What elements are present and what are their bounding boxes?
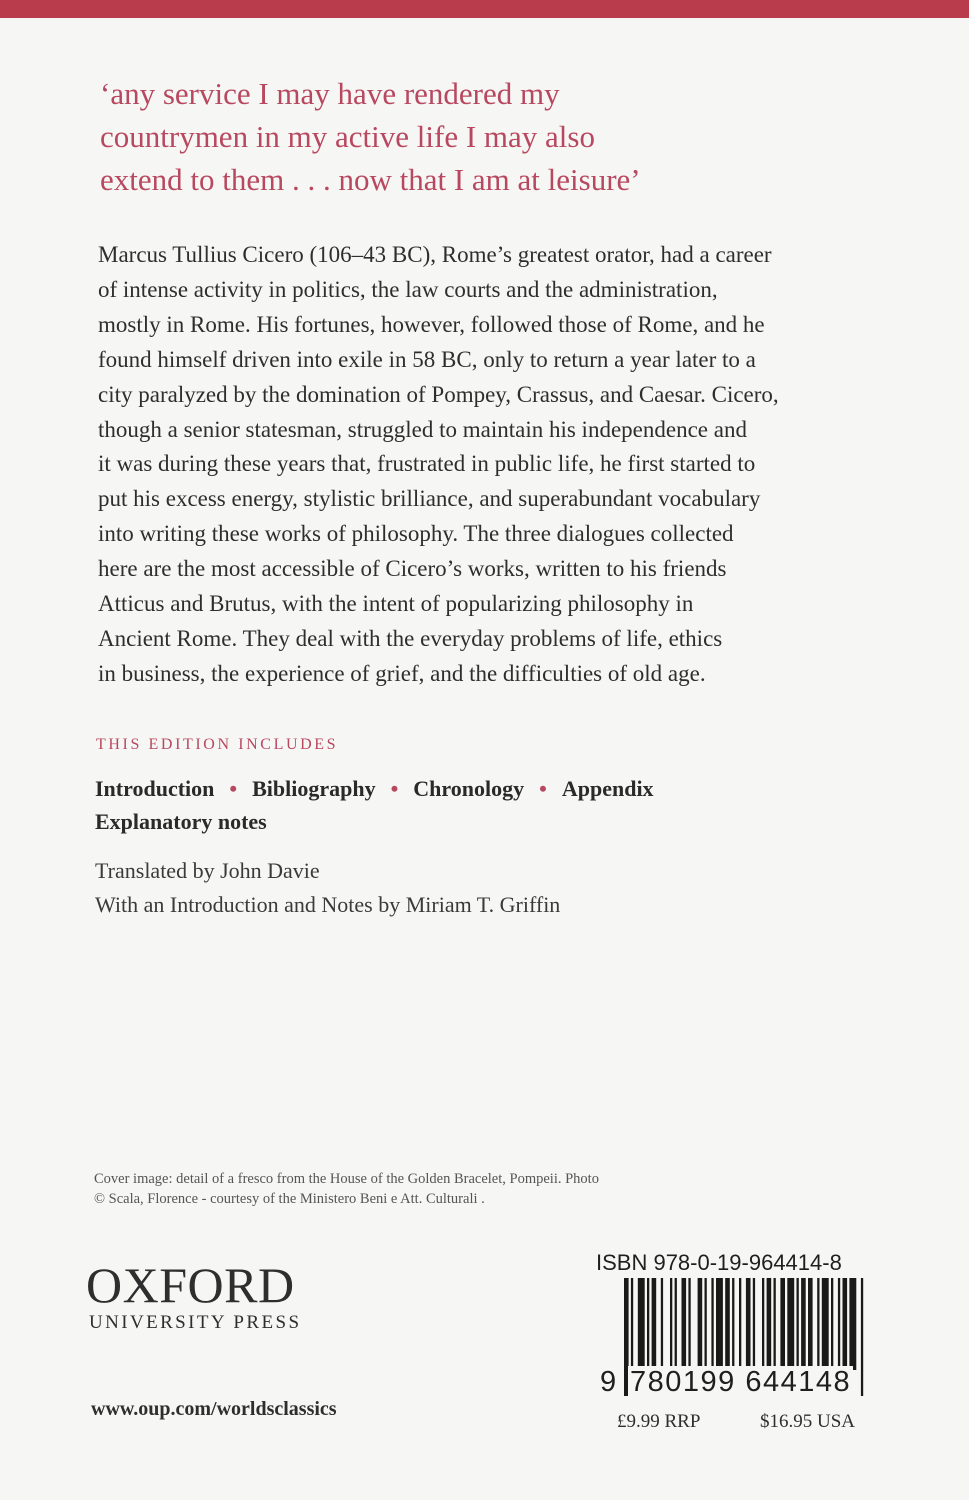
blurb-line: Ancient Rome. They deal with the everyday problems of life, ethics bbox=[98, 625, 723, 651]
barcode-bar bbox=[638, 1278, 645, 1370]
cover-credit-line: Cover image: detail of a fresco from the House of the Golden Bracelet, Pompeii. Photo bbox=[94, 1171, 599, 1187]
barcode-bar bbox=[817, 1278, 819, 1370]
barcode-bar bbox=[716, 1278, 723, 1370]
blurb-line: into writing these works of philosophy. The three dialogues collected bbox=[98, 521, 734, 547]
pull-quote bbox=[100, 72, 900, 201]
include-item: Bibliography bbox=[252, 776, 376, 801]
barcode-bar bbox=[801, 1278, 806, 1370]
include-item: Explanatory notes bbox=[95, 809, 267, 834]
barcode-bar bbox=[661, 1278, 663, 1370]
publisher-url: www.oup.com/worldsclassics bbox=[91, 1398, 337, 1420]
barcode-bar bbox=[688, 1278, 690, 1370]
barcode-bar bbox=[767, 1278, 772, 1370]
top-color-band bbox=[0, 0, 969, 18]
blurb-line: though a senior statesman, struggled to maintain his independence and bbox=[98, 416, 747, 442]
barcode-bar bbox=[843, 1278, 848, 1370]
blurb-line: put his excess energy, stylistic brilliance, and superabundant vocabulary bbox=[98, 486, 761, 512]
barcode-bar bbox=[711, 1278, 713, 1370]
barcode-bar bbox=[780, 1278, 785, 1370]
introduction-credit: With an Introduction and Notes by Miriam T. Griffin bbox=[95, 892, 561, 917]
barcode-bar bbox=[732, 1278, 734, 1370]
bullet-separator: • bbox=[229, 776, 238, 801]
barcode-bar bbox=[698, 1278, 703, 1370]
barcode-bar bbox=[808, 1278, 813, 1370]
include-item: Appendix bbox=[561, 776, 654, 801]
quote-line: countrymen in my active life I may also bbox=[100, 119, 595, 154]
quote-line: extend to them . . . now that I am at leisure’ bbox=[100, 162, 641, 197]
barcode-bar bbox=[753, 1278, 755, 1370]
isbn-label: ISBN 978-0-19-964414-8 bbox=[596, 1250, 842, 1275]
barcode-bar bbox=[774, 1278, 776, 1370]
barcode-bar bbox=[705, 1278, 707, 1370]
barcode-bar bbox=[739, 1278, 741, 1370]
blurb-line: Marcus Tullius Cicero (106–43 BC), Rome’s greatest orator, had a career bbox=[98, 242, 772, 267]
blurb-line: in business, the experience of grief, and the difficulties of old age. bbox=[98, 660, 706, 686]
barcode-bar bbox=[682, 1278, 687, 1370]
barcode-bar bbox=[762, 1278, 764, 1370]
include-item: Introduction bbox=[95, 776, 215, 801]
publisher-name: OXFORD bbox=[86, 1257, 295, 1313]
blurb-line: mostly in Rome. His fortunes, however, followed those of Rome, and he bbox=[98, 311, 765, 337]
barcode-bar bbox=[797, 1278, 799, 1370]
barcode-bar bbox=[652, 1278, 657, 1370]
include-item: Chronology bbox=[413, 776, 525, 801]
price-gbp: £9.99 RRP bbox=[617, 1411, 701, 1432]
price-usd: $16.95 USA bbox=[760, 1411, 856, 1432]
bullet-separator: • bbox=[390, 776, 399, 801]
blurb-line: it was during these years that, frustrated in public life, he first started to bbox=[98, 451, 756, 477]
barcode-bar bbox=[822, 1278, 829, 1370]
translator-credit: Translated by John Davie bbox=[95, 858, 320, 883]
barcode-bar bbox=[849, 1278, 856, 1370]
barcode-bar bbox=[787, 1278, 794, 1370]
bullet-separator: • bbox=[539, 776, 547, 801]
barcode-bar bbox=[670, 1278, 672, 1370]
blurb-line: of intense activity in politics, the law courts and the administration, bbox=[98, 276, 718, 302]
blurb-line: city paralyzed by the domination of Pompey, Crassus, and Caesar. Cicero, bbox=[98, 381, 779, 407]
barcode-bar bbox=[861, 1278, 863, 1396]
credits bbox=[95, 854, 560, 922]
barcode-digits: 780199 644148 bbox=[630, 1366, 852, 1398]
blurb-paragraph bbox=[98, 238, 898, 692]
barcode-bar bbox=[647, 1278, 649, 1370]
blurb-line: found himself driven into exile in 58 BC, only to return a year later to a bbox=[98, 346, 756, 372]
barcode-bar bbox=[838, 1278, 840, 1370]
publisher-subtitle: UNIVERSITY PRESS bbox=[89, 1312, 302, 1333]
cover-image-credit bbox=[94, 1169, 599, 1209]
blurb-line: here are the most accessible of Cicero’s works, written to his friends bbox=[98, 556, 727, 582]
barcode-first-digit: 9 bbox=[600, 1366, 617, 1398]
blurb-line: Atticus and Brutus, with the intent of popularizing philosophy in bbox=[98, 591, 694, 617]
barcode-bar bbox=[675, 1278, 677, 1370]
barcode-bar bbox=[725, 1278, 730, 1370]
publisher-logo bbox=[86, 1258, 301, 1334]
barcode-bar bbox=[831, 1278, 833, 1370]
edition-heading: THIS EDITION INCLUDES bbox=[96, 736, 339, 753]
quote-line: ‘any service I may have rendered my bbox=[100, 76, 560, 111]
cover-credit-line: © Scala, Florence - courtesy of the Ministero Beni e Att. Culturali . bbox=[94, 1191, 485, 1207]
edition-includes-list bbox=[95, 772, 875, 838]
